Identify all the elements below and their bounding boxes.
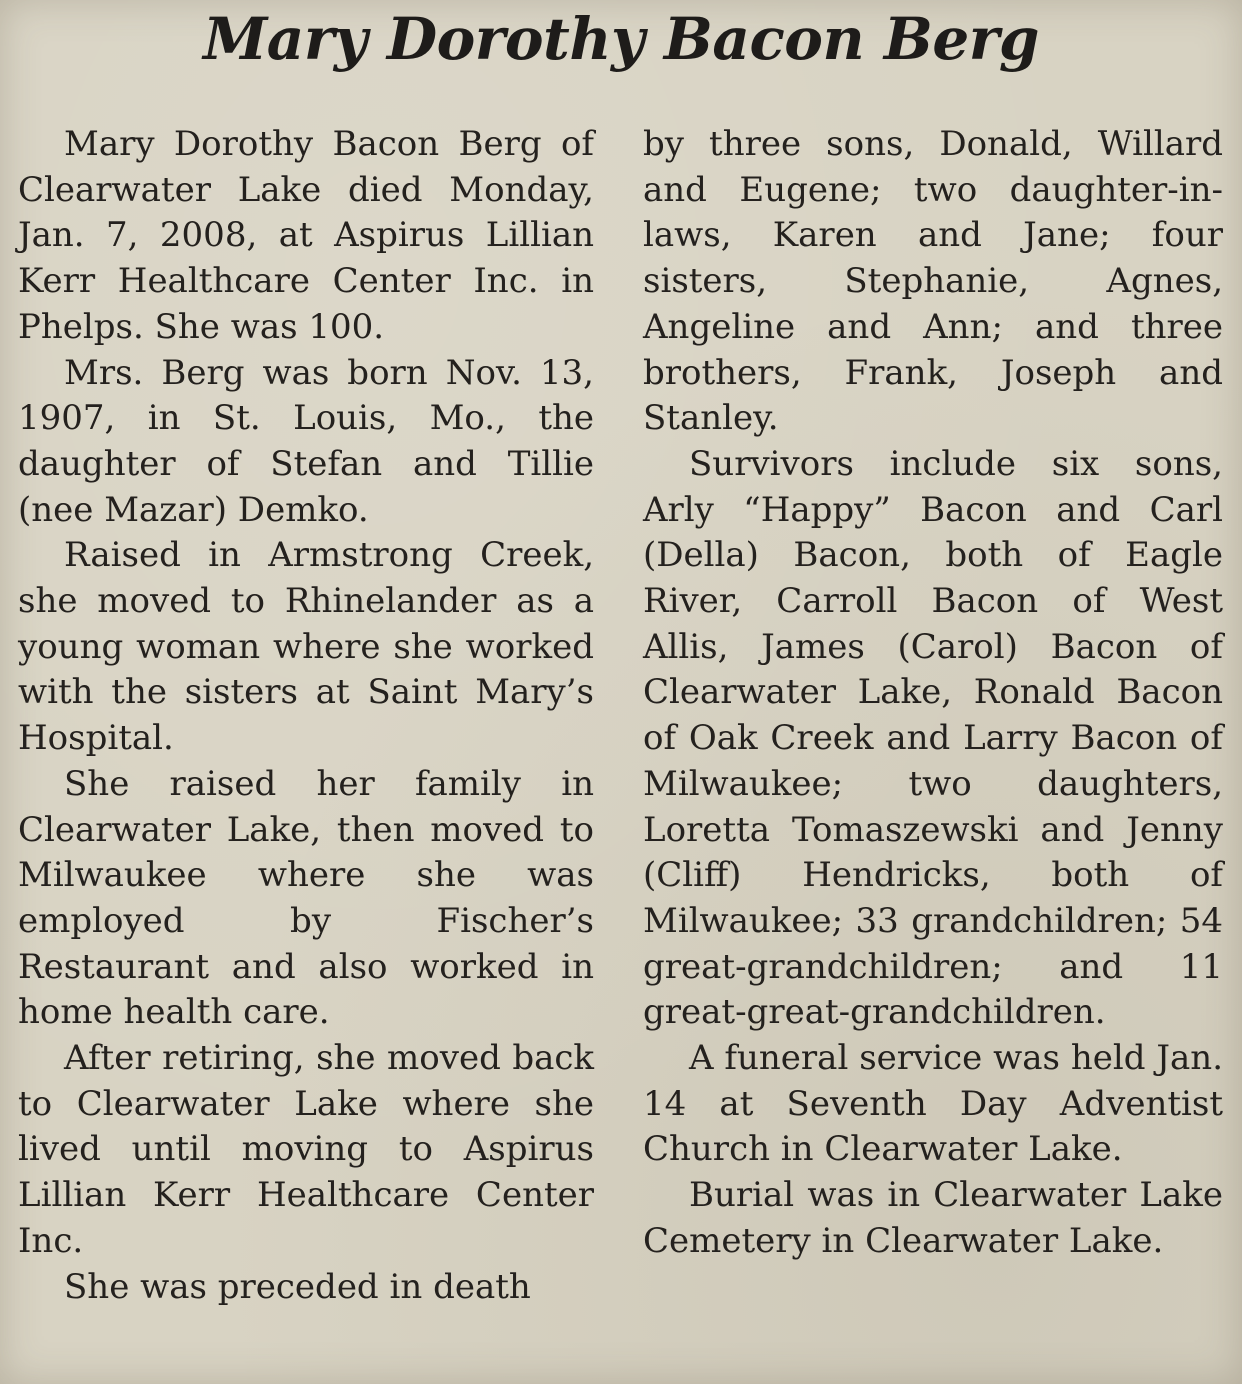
right-column xyxy=(643,122,1223,1265)
paragraph-family-career: She raised her family in Clearwater Lake, then moved to Milwaukee where she was employed by Fischer’s Restaurant and also worked in home health care. xyxy=(18,763,594,1033)
paragraph-death-notice: Mary Dorothy Bacon Berg of Clearwater Lake died Monday, Jan. 7, 2008, at Aspirus Lillian Kerr Healthcare Center Inc. in Phelps. She was 100. xyxy=(18,124,594,347)
paragraph-funeral: A funeral service was held Jan. 14 at Seventh Day Adventist Church in Clearwater Lake. xyxy=(643,1038,1223,1170)
paragraph-birth: Mrs. Berg was born Nov. 13, 1907, in St. Louis, Mo., the daughter of Stefan and Tillie (nee Mazar) Demko. xyxy=(18,352,594,530)
left-column xyxy=(18,122,594,1310)
paragraph-preceded-start: She was preceded in death xyxy=(64,1266,531,1307)
paragraph-burial: Burial was in Clearwater Lake Cemetery in Clearwater Lake. xyxy=(643,1175,1223,1261)
paragraph-survivors: Survivors include six sons, Arly “Happy” Bacon and Carl (Della) Bacon, both of Eagle River, Carroll Bacon of West Allis, James (Carol) Bacon of Clearwater Lake, Ronald Bacon of Oak Creek and Larry Bacon of Milwaukee; two daughters, Loretta Tomaszewski and Jenny (Cliff) Hendricks, both of Milwaukee; 33 grandchildren; 54 great-grandchildren; and 11 great-great-grandchildren. xyxy=(643,443,1223,1033)
obituary-headline: Mary Dorothy Bacon Berg xyxy=(203,5,1039,73)
paragraph-preceded-continued: by three sons, Donald, Willard and Eugene; two daughter-in-laws, Karen and Jane; four sisters, Stephanie, Agnes, Angeline and Ann; and three brothers, Frank, Joseph and Stanley. xyxy=(643,124,1223,439)
paragraph-early-life: Raised in Armstrong Creek, she moved to Rhinelander as a young woman where she worked with the sisters at Saint Mary’s Hospital. xyxy=(18,535,594,759)
paragraph-retirement: After retiring, she moved back to Clearwater Lake where she lived until moving to Aspirus Lillian Kerr Healthcare Center Inc. xyxy=(18,1038,594,1261)
